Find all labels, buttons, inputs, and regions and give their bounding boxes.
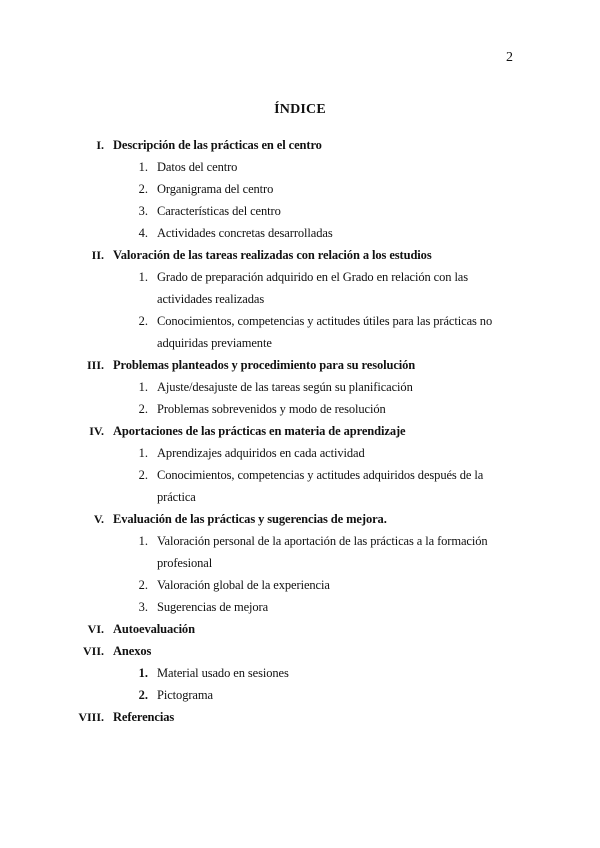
subsection-title-line[interactable]: Sugerencias de mejora [157, 600, 269, 614]
subsection-title-line[interactable]: Conocimientos, competencias y actitudes útiles para las prácticas no [157, 314, 493, 328]
subsection-title-line[interactable]: Conocimientos, competencias y actitudes adquiridos después de la [157, 468, 484, 482]
page-title: ÍNDICE [274, 102, 326, 117]
section-title[interactable]: Valoración de las tareas realizadas con relación a los estudios [113, 248, 432, 262]
subsection-title-line[interactable]: adquiridas previamente [157, 336, 272, 350]
section-number: IV. [89, 424, 104, 438]
subsection-number: 4. [138, 226, 148, 240]
section-number: I. [96, 138, 104, 152]
section-title[interactable]: Referencias [113, 710, 175, 724]
subsection-title-line[interactable]: Pictograma [157, 688, 213, 702]
subsection-number: 1. [138, 380, 148, 394]
section-title[interactable]: Descripción de las prácticas en el centro [113, 138, 322, 152]
subsection-number: 2. [138, 402, 148, 416]
section-title[interactable]: Evaluación de las prácticas y sugerencias de mejora. [113, 512, 387, 526]
subsection-number: 1. [138, 160, 148, 174]
subsection-number: 2. [138, 468, 148, 482]
subsection-number: 2. [138, 314, 148, 328]
subsection-title-line[interactable]: Material usado en sesiones [157, 666, 289, 680]
subsection-title-line[interactable]: Valoración personal de la aportación de las prácticas a la formación [157, 534, 488, 548]
section-title[interactable]: Autoevaluación [113, 622, 195, 636]
subsection-number: 1. [138, 666, 148, 680]
section-number: III. [86, 358, 104, 372]
subsection-title-line[interactable]: práctica [157, 490, 196, 504]
section-number: VII. [82, 644, 104, 658]
section-number: VIII. [78, 710, 104, 724]
subsection-number: 1. [138, 446, 148, 460]
subsection-title-line[interactable]: Problemas sobrevenidos y modo de resolución [157, 402, 386, 416]
section-title[interactable]: Aportaciones de las prácticas en materia de aprendizaje [113, 424, 406, 438]
section-title[interactable]: Anexos [113, 644, 152, 658]
subsection-number: 2. [138, 182, 148, 196]
section-number: II. [91, 248, 104, 262]
subsection-title-line[interactable]: profesional [157, 556, 213, 570]
section-number: V. [93, 512, 104, 526]
subsection-number: 3. [138, 204, 148, 218]
subsection-title-line[interactable]: actividades realizadas [157, 292, 265, 306]
subsection-title-line[interactable]: Actividades concretas desarrolladas [157, 226, 333, 240]
subsection-title-line[interactable]: Grado de preparación adquirido en el Grado en relación con las [157, 270, 469, 284]
section-number: VI. [87, 622, 104, 636]
subsection-title-line[interactable]: Características del centro [157, 204, 281, 218]
subsection-number: 1. [138, 534, 148, 548]
subsection-number: 1. [138, 270, 148, 284]
subsection-title-line[interactable]: Ajuste/desajuste de las tareas según su planificación [157, 380, 413, 394]
subsection-number: 3. [138, 600, 148, 614]
subsection-title-line[interactable]: Aprendizajes adquiridos en cada actividad [157, 446, 365, 460]
page-number: 2 [506, 50, 513, 65]
subsection-number: 2. [138, 578, 148, 592]
subsection-title-line[interactable]: Organigrama del centro [157, 182, 274, 196]
subsection-title-line[interactable]: Valoración global de la experiencia [157, 578, 330, 592]
section-title[interactable]: Problemas planteados y procedimiento para su resolución [113, 358, 416, 372]
subsection-number: 2. [138, 688, 148, 702]
subsection-title-line[interactable]: Datos del centro [157, 160, 238, 174]
